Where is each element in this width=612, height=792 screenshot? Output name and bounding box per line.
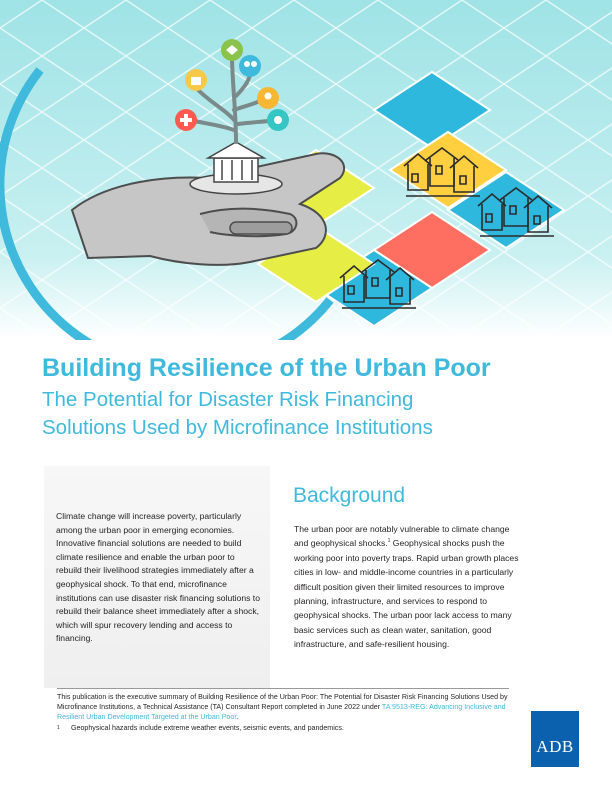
footer-divider [57, 688, 509, 689]
document-title: Building Resilience of the Urban Poor [42, 354, 491, 382]
summary-text: Climate change will increase poverty, particularly among the urban poor in emerging economies. Innovative financial solutions are needed to build climate resilience and enable the urban poor to rebuild their livelihood strategies immediately after a geophysical shock. To that end, microfinance institutions can use disaster risk financing solutions to rebuild their balance sheet immediately after a shock, which will spur recovery lending and access to financing. [56, 511, 260, 644]
title-block [42, 352, 582, 442]
footnote-text: Geophysical hazards include extreme weather events, seismic events, and pandemics. [71, 723, 344, 732]
publication-note [57, 692, 517, 723]
publication-note-period: . [236, 713, 239, 722]
subtitle-line-1: The Potential for Disaster Risk Financing [42, 388, 414, 411]
background-text [294, 522, 522, 652]
background-text-part2: Geophysical shocks push the working poor into poverty traps. Rapid urban growth places cities in low- and middle-income countries in a particularly difficult position given their limited resources to improve planning, infrastructure, and services to respond to geophysical shocks. The urban poor lack access to many basic services such as clean water, sanitation, good infrastructure, and safe-resilient housing. [294, 538, 519, 650]
cover-illustration [0, 0, 612, 340]
footnote-marker[interactable]: 1 [387, 538, 391, 545]
document-subtitle [42, 386, 582, 442]
background-text-part1: The urban poor are notably vulnerable to climate change and geophysical shocks. [294, 524, 510, 549]
publication-note-text: This publication is the executive summary of Building Resilience of the Urban Poor: The Potential for Disaster Risk Financing Solutions Used by Microfinance Institutions, a Technical Assistance (TA) Consultant Report completed in June 2022 under [57, 693, 508, 712]
footnote-row [57, 723, 517, 733]
adb-logo-text: ADB [536, 737, 574, 756]
people-icon [239, 55, 261, 77]
background-heading: Background [293, 484, 406, 507]
adb-logo[interactable] [531, 711, 579, 767]
footer-notes [57, 692, 517, 733]
footnote-number: 1 [57, 724, 60, 731]
subtitle-line-2: Solutions Used by Microfinance Institutions [42, 416, 433, 439]
hero-illustration [0, 0, 612, 340]
ta-link[interactable]: TA 9513-REG: Advancing Inclusive and Resilient Urban Development Targeted at the Urban Poor [57, 703, 506, 722]
thumbnail [230, 222, 292, 234]
